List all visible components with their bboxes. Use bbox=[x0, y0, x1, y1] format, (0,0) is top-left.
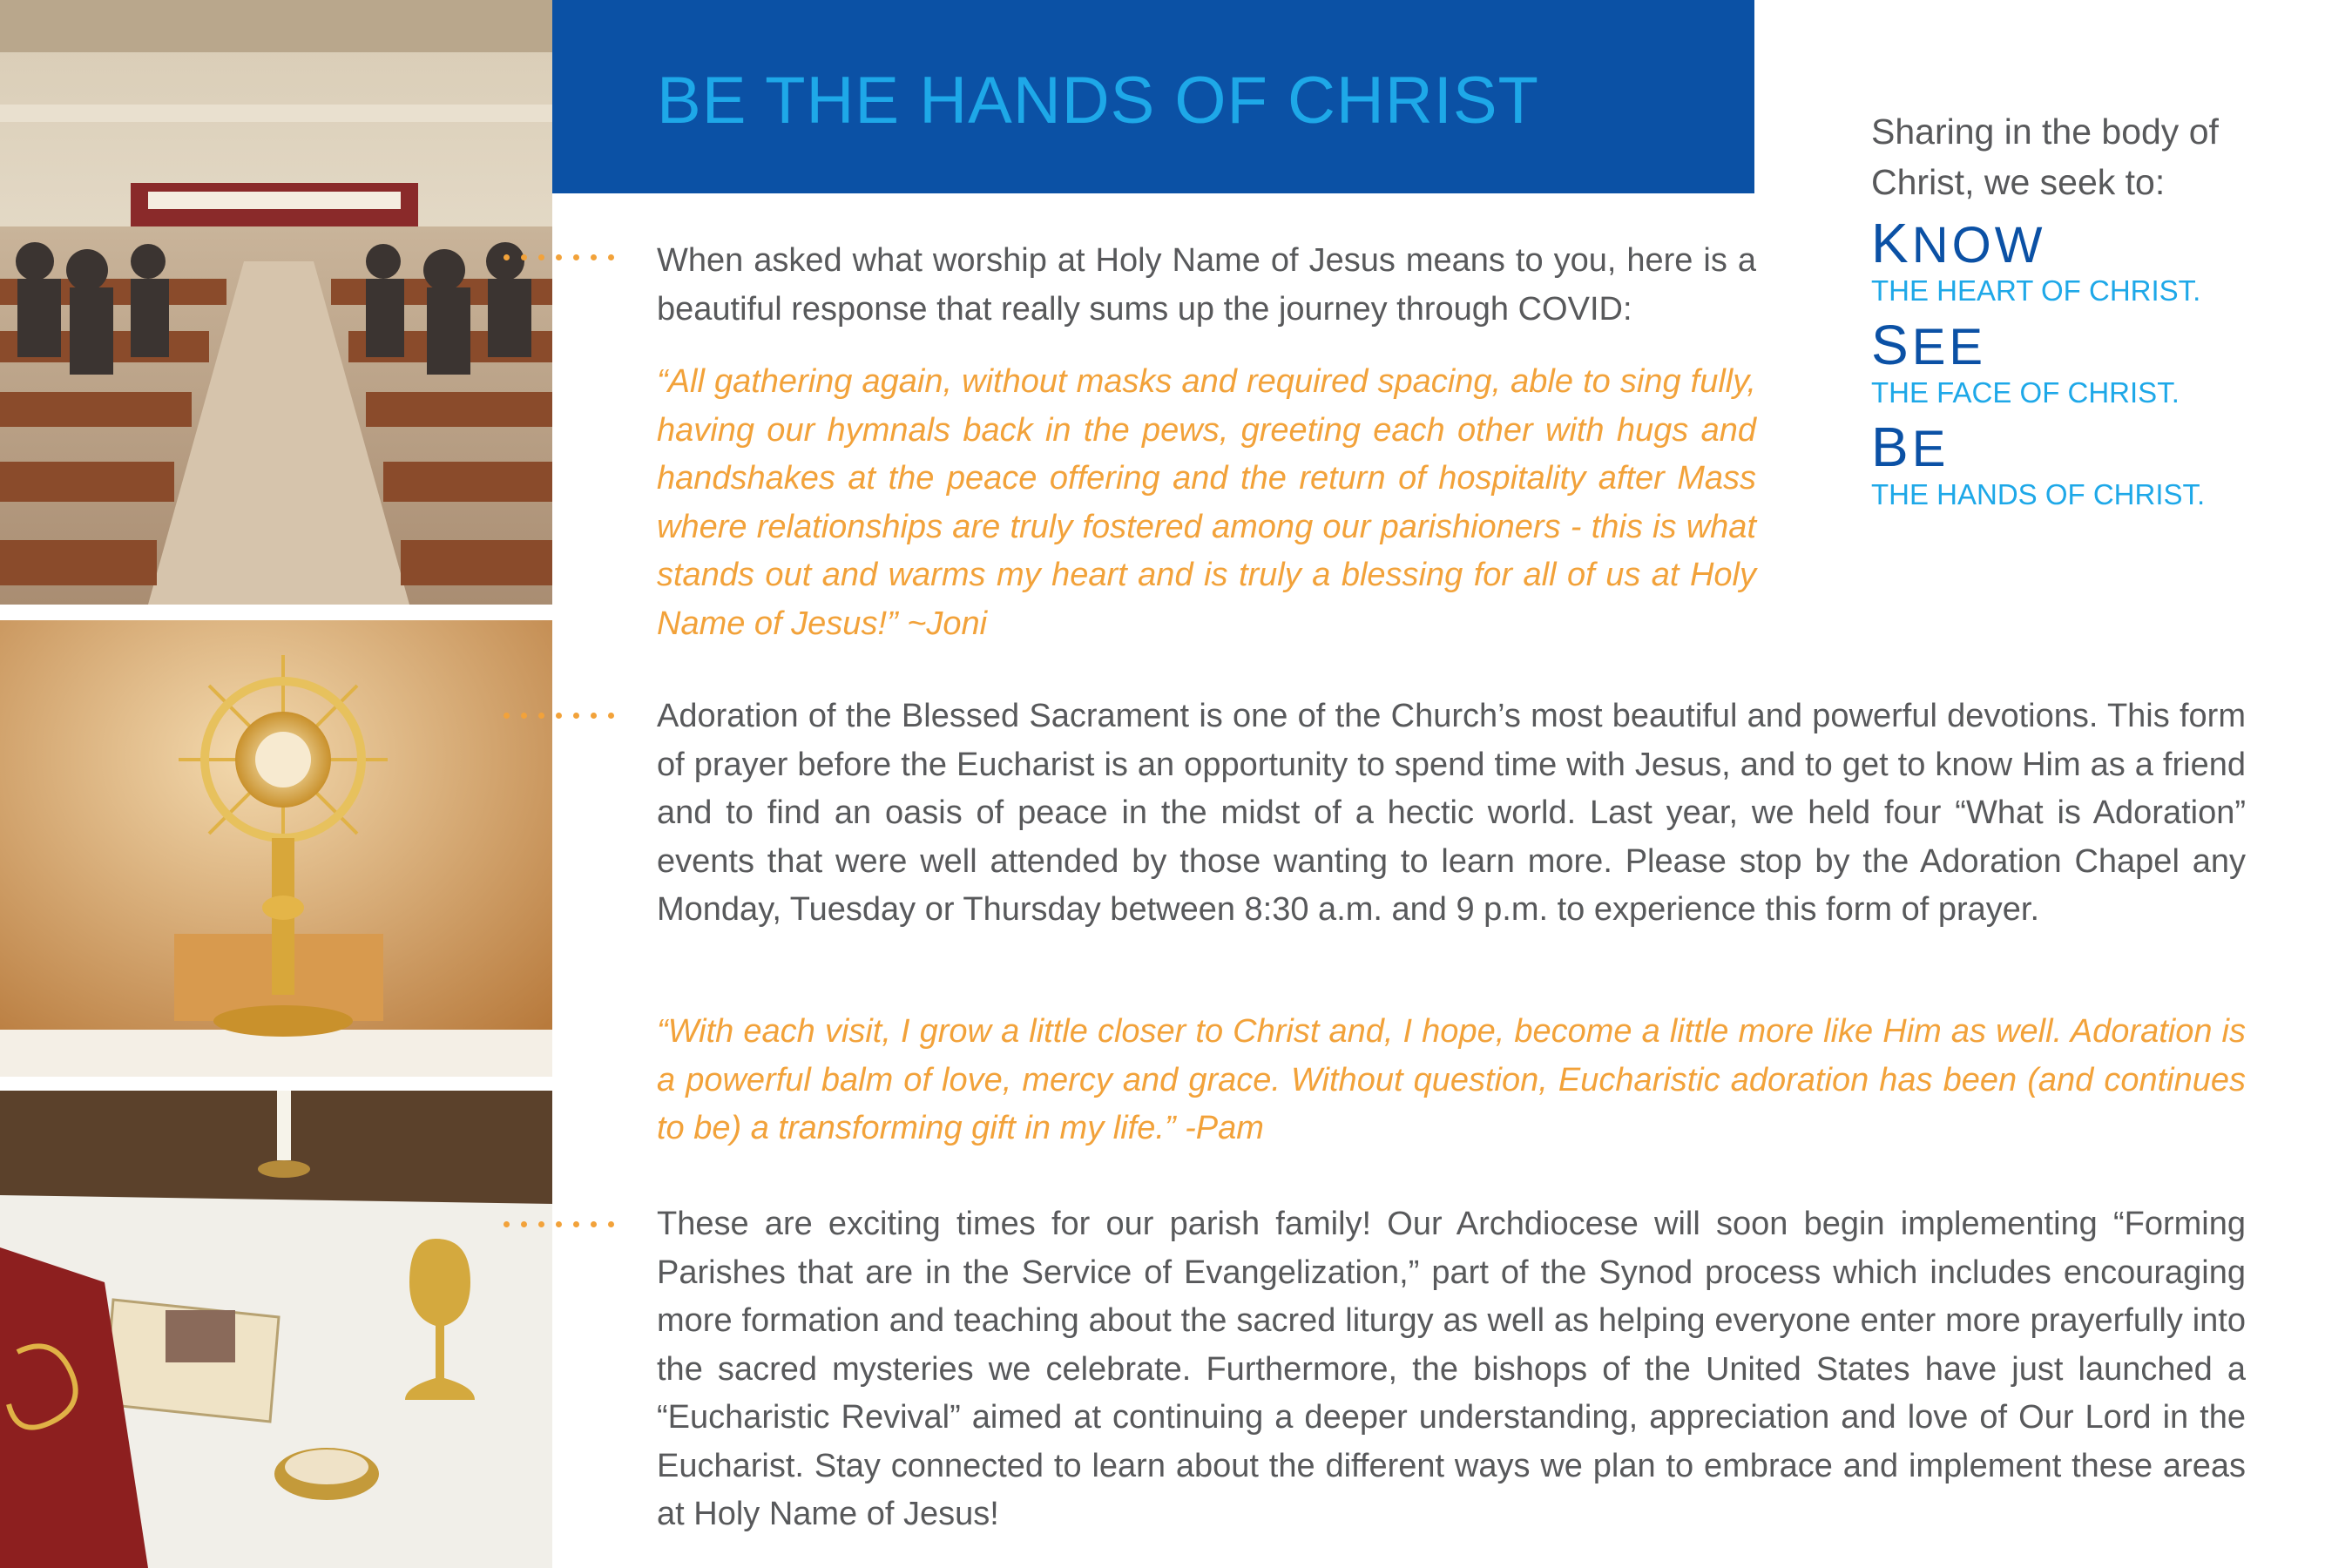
motto-verb-be: BE bbox=[1871, 416, 1950, 478]
synod-paragraph: These are exciting times for our parish family! Our Archdiocese will soon begin implementing “Forming Parishes that are in the Service of Evangelization,” part of the Synod process which includes encouraging more formation and teaching about the sacred liturgy as well as helping everyone enter more prayerfully into the sacred mysteries we celebrate. Furthermore, the bishops of the United States have just launched a “Eucharistic Revival” aimed at continuing a deeper understanding, appreciation and love of Our Lord in the Eucharist. Stay connected to learn about the different ways we plan to embrace and implement these areas at Holy Name of Jesus! bbox=[657, 1206, 2246, 1532]
motto-verb-know: KNOW bbox=[1871, 212, 2046, 274]
motto-box bbox=[1871, 106, 2324, 513]
church-interior-photo bbox=[0, 0, 552, 605]
dotted-leader-synod bbox=[504, 1221, 631, 1228]
dotted-leader-worship bbox=[504, 254, 631, 261]
pam-quote: “With each visit, I grow a little closer to Christ and, I hope, become a little more like Him as well. Adoration is a powerful balm of love, mercy and grace. Without question, Eucharistic adoration has been (and continues to be) a transforming gift in my life.” -Pam bbox=[657, 1013, 2246, 1146]
page-title: BE THE HANDS OF CHRIST bbox=[657, 64, 1539, 138]
motto-intro: Sharing in the body of Christ, we seek to: bbox=[1871, 112, 2219, 202]
motto-object-heart: THE HEART OF CHRIST. bbox=[1871, 274, 2201, 307]
motto-object-face: THE FACE OF CHRIST. bbox=[1871, 376, 2180, 409]
dotted-leader-adoration bbox=[504, 713, 631, 720]
title-band bbox=[552, 0, 1754, 193]
monstrance-photo bbox=[0, 620, 552, 1077]
adoration-paragraph: Adoration of the Blessed Sacrament is one of the Church’s most beautiful and powerful devotions. This form of prayer before the Eucharist is an opportunity to spend time with Jesus, and to get to know Him as a friend and to find an oasis of peace in the midst of a hectic world. Last year, we held four “What is Adoration” events that were well attended by those wanting to learn more. Please stop by the Adoration Chapel any Monday, Tuesday or Thursday between 8:30 a.m. and 9 p.m. to experience this form of prayer. bbox=[657, 698, 2246, 928]
worship-paragraph: When asked what worship at Holy Name of Jesus means to you, here is a beautiful response that really sums up the journey through COVID: bbox=[657, 242, 1756, 328]
motto-verb-see: SEE bbox=[1871, 314, 1987, 376]
motto-object-hands: THE HANDS OF CHRIST. bbox=[1871, 478, 2206, 510]
joni-quote: “All gathering again, without masks and required spacing, able to sing fully, having our hymnals back in the pews, greeting each other with hugs and handshakes at the peace offering and the return of hospitality after Mass where relationships are truly fostered among our parishioners - this is what stands out and warms my heart and is truly a blessing for all of us at Holy Name of Jesus!” ~Joni bbox=[657, 363, 1756, 642]
altar-photo bbox=[0, 1091, 552, 1568]
